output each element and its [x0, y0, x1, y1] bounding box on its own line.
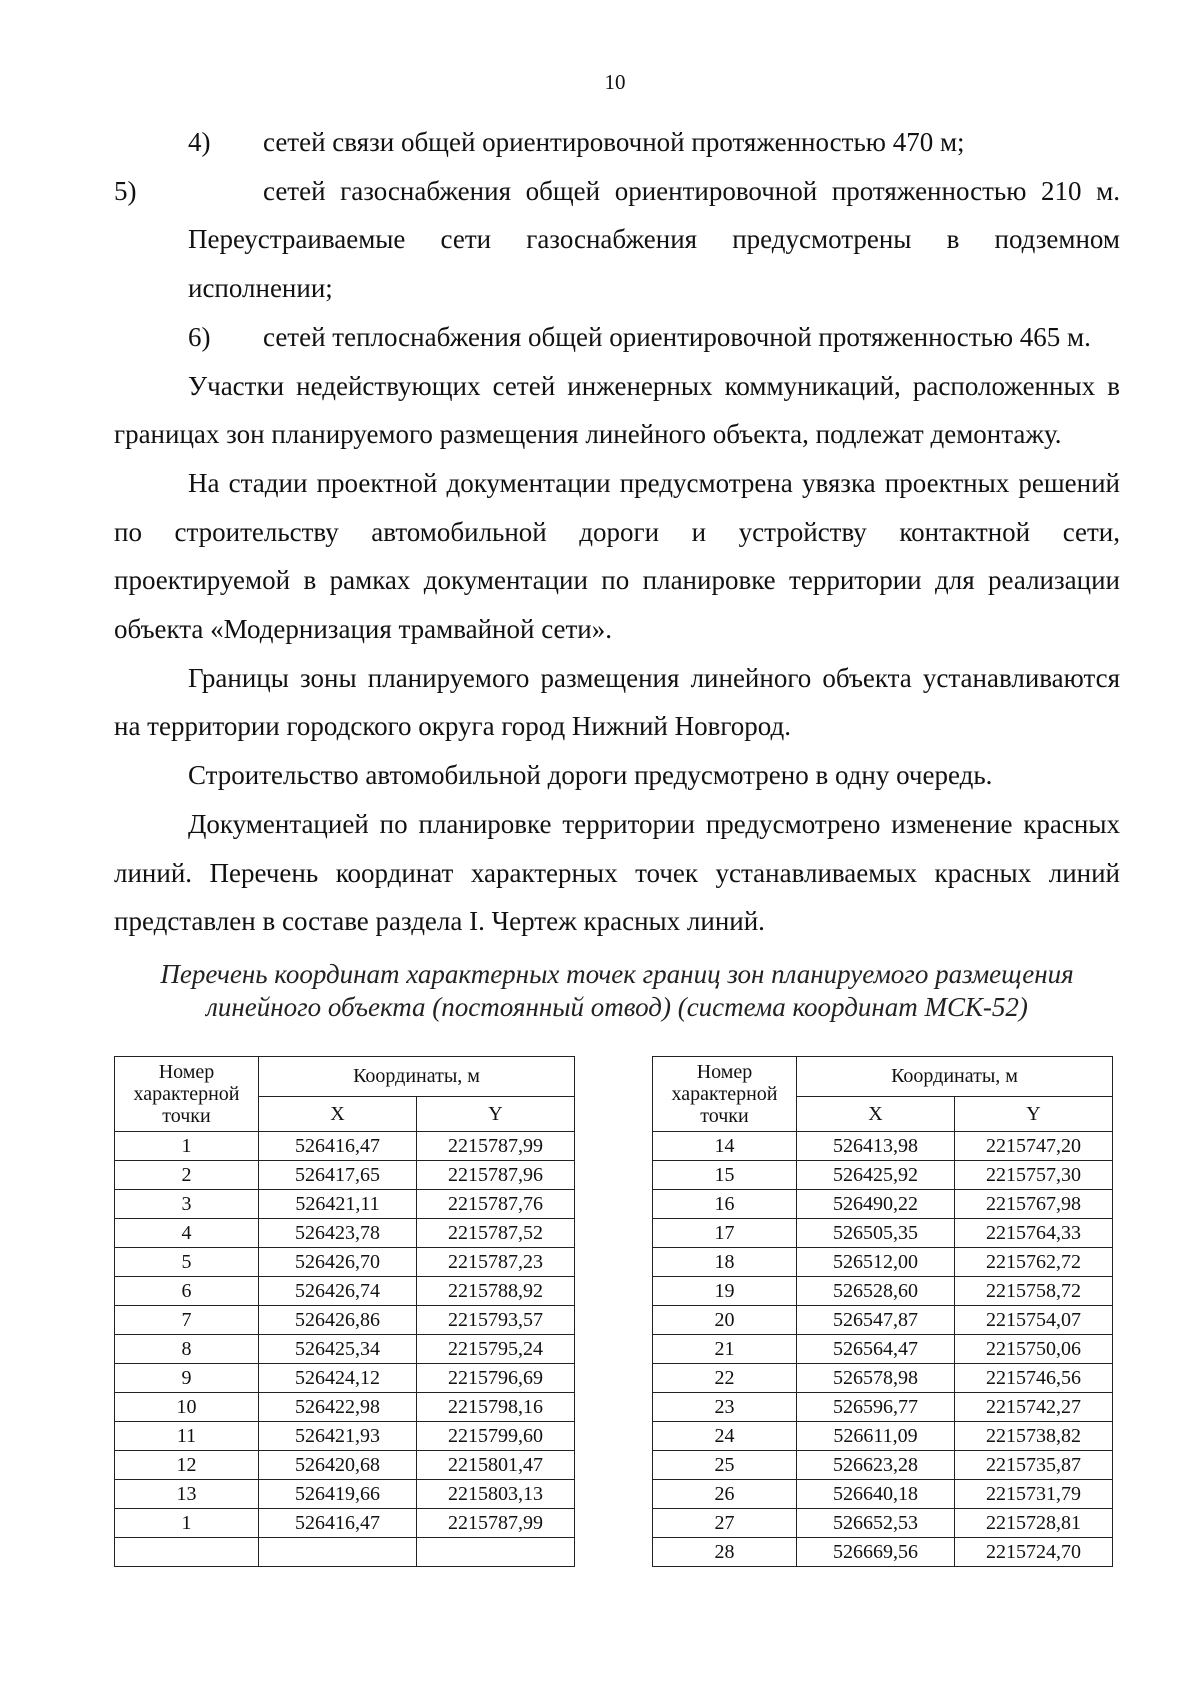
- cell-point-number: 14: [653, 1132, 797, 1161]
- cell-x: 526416,47: [259, 1132, 417, 1161]
- cell-point-number: 13: [115, 1480, 259, 1509]
- cell-y: 2215742,27: [955, 1393, 1113, 1422]
- cell-x: 526423,78: [259, 1219, 417, 1248]
- list-item-text: сетей газоснабжения общей ориентировочной протяженностью 210 м. Переустраиваемые сети газоснабжения предусмотрены в подземном исполнении;: [188, 175, 1120, 304]
- table-row: [653, 1219, 1113, 1248]
- cell-x: 526578,98: [797, 1364, 955, 1393]
- table-row: [115, 1393, 575, 1422]
- table-row: [115, 1306, 575, 1335]
- cell-x: 526422,98: [259, 1393, 417, 1422]
- table-row: [115, 1277, 575, 1306]
- cell-point-number: 1: [115, 1132, 259, 1161]
- cell-y: 2215764,33: [955, 1219, 1113, 1248]
- table-row: [115, 1509, 575, 1538]
- cell-x: 526416,47: [259, 1509, 417, 1538]
- cell-y: 2215750,06: [955, 1335, 1113, 1364]
- cell-x: 526505,35: [797, 1219, 955, 1248]
- paragraph: Границы зоны планируемого размещения линейного объекта устанавливаются на территории городского округа город Нижний Новгород.: [114, 662, 1120, 742]
- cell-y: 2215735,87: [955, 1451, 1113, 1480]
- cell-x: [259, 1538, 417, 1567]
- cell-y: 2215728,81: [955, 1509, 1113, 1538]
- cell-point-number: 10: [115, 1393, 259, 1422]
- cell-point-number: 15: [653, 1161, 797, 1190]
- cell-y: 2215796,69: [417, 1364, 575, 1393]
- cell-y: 2215787,99: [417, 1132, 575, 1161]
- cell-x: 526652,53: [797, 1509, 955, 1538]
- cell-y: 2215746,56: [955, 1364, 1113, 1393]
- cell-point-number: 7: [115, 1306, 259, 1335]
- cell-point-number: 22: [653, 1364, 797, 1393]
- cell-point-number: 23: [653, 1393, 797, 1422]
- cell-point-number: 8: [115, 1335, 259, 1364]
- header-y: Y: [417, 1096, 575, 1131]
- cell-point-number: 28: [653, 1538, 797, 1567]
- header-y: Y: [955, 1096, 1113, 1131]
- table-body: [653, 1132, 1113, 1567]
- cell-x: 526528,60: [797, 1277, 955, 1306]
- cell-point-number: 3: [115, 1190, 259, 1219]
- table-row: [653, 1277, 1113, 1306]
- cell-x: 526669,56: [797, 1538, 955, 1567]
- cell-x: 526421,11: [259, 1190, 417, 1219]
- body-text: [114, 118, 1120, 946]
- table-title-line: линейного объекта (постоянный отвод) (система координат МСК-52): [206, 992, 1028, 1022]
- cell-x: 526424,12: [259, 1364, 417, 1393]
- table-row: [115, 1538, 575, 1567]
- cell-y: 2215762,72: [955, 1248, 1113, 1277]
- cell-x: 526490,22: [797, 1190, 955, 1219]
- table-row: [115, 1248, 575, 1277]
- table-row: [653, 1451, 1113, 1480]
- table-row: [653, 1248, 1113, 1277]
- cell-x: 526564,47: [797, 1335, 955, 1364]
- table-row: [653, 1393, 1113, 1422]
- paragraph: Участки недействующих сетей инженерных коммуникаций, расположенных в границах зон планируемого размещения линейного объекта, подлежат демонтажу.: [114, 370, 1120, 450]
- table-body: [115, 1132, 575, 1567]
- table-row: [653, 1538, 1113, 1567]
- cell-point-number: 24: [653, 1422, 797, 1451]
- table-row: [115, 1364, 575, 1393]
- header-point-number: Номер характерной точки: [653, 1057, 797, 1132]
- cell-x: 526417,65: [259, 1161, 417, 1190]
- cell-y: 2215801,47: [417, 1451, 575, 1480]
- cell-x: 526623,28: [797, 1451, 955, 1480]
- cell-y: 2215803,13: [417, 1480, 575, 1509]
- table-row: [653, 1480, 1113, 1509]
- paragraph: Документацией по планировке территории предусмотрено изменение красных линий. Перечень координат характерных точек устанавливаемых красных линий представлен в составе раздела I. Чертеж красных линий.: [114, 808, 1120, 937]
- list-number: 6): [188, 321, 211, 352]
- cell-point-number: 16: [653, 1190, 797, 1219]
- cell-point-number: 25: [653, 1451, 797, 1480]
- table-row: [653, 1306, 1113, 1335]
- cell-point-number: 19: [653, 1277, 797, 1306]
- table-row: [115, 1190, 575, 1219]
- cell-y: 2215793,57: [417, 1306, 575, 1335]
- cell-x: 526425,34: [259, 1335, 417, 1364]
- cell-point-number: 21: [653, 1335, 797, 1364]
- table-row: [653, 1509, 1113, 1538]
- table-row: [653, 1190, 1113, 1219]
- paragraph: На стадии проектной документации предусмотрена увязка проектных решений по строительству автомобильной дороги и устройству контактной сети, проектируемой в рамках документации по планировке территории для реализации объекта «Модернизация трамвайной сети».: [114, 467, 1120, 645]
- cell-point-number: 17: [653, 1219, 797, 1248]
- cell-x: 526413,98: [797, 1132, 955, 1161]
- cell-point-number: 18: [653, 1248, 797, 1277]
- cell-y: 2215788,92: [417, 1277, 575, 1306]
- header-point-number: Номер характерной точки: [115, 1057, 259, 1132]
- cell-y: 2215787,76: [417, 1190, 575, 1219]
- table-title: [114, 958, 1120, 1024]
- cell-x: 526640,18: [797, 1480, 955, 1509]
- cell-point-number: 2: [115, 1161, 259, 1190]
- cell-point-number: 4: [115, 1219, 259, 1248]
- coordinates-table-right: [652, 1056, 1113, 1567]
- list-number: 5): [114, 175, 137, 206]
- cell-point-number: 20: [653, 1306, 797, 1335]
- table-row: [115, 1335, 575, 1364]
- cell-x: 526419,66: [259, 1480, 417, 1509]
- table-row: [115, 1480, 575, 1509]
- cell-x: 526426,70: [259, 1248, 417, 1277]
- list-item: [114, 313, 1120, 362]
- cell-x: 526512,00: [797, 1248, 955, 1277]
- cell-y: 2215758,72: [955, 1277, 1113, 1306]
- cell-y: 2215757,30: [955, 1161, 1113, 1190]
- cell-point-number: 26: [653, 1480, 797, 1509]
- cell-point-number: [115, 1538, 259, 1567]
- cell-point-number: 1: [115, 1509, 259, 1538]
- cell-y: 2215787,99: [417, 1509, 575, 1538]
- cell-y: 2215795,24: [417, 1335, 575, 1364]
- cell-y: [417, 1538, 575, 1567]
- header-coordinates: Координаты, м: [259, 1057, 575, 1097]
- cell-point-number: 11: [115, 1422, 259, 1451]
- table-row: [653, 1422, 1113, 1451]
- cell-y: 2215747,20: [955, 1132, 1113, 1161]
- cell-y: 2215738,82: [955, 1422, 1113, 1451]
- cell-y: 2215754,07: [955, 1306, 1113, 1335]
- cell-y: 2215798,16: [417, 1393, 575, 1422]
- cell-x: 526425,92: [797, 1161, 955, 1190]
- cell-x: 526420,68: [259, 1451, 417, 1480]
- cell-y: 2215767,98: [955, 1190, 1113, 1219]
- header-x: X: [797, 1096, 955, 1131]
- cell-x: 526547,87: [797, 1306, 955, 1335]
- header-coordinates: Координаты, м: [797, 1057, 1113, 1097]
- cell-point-number: 12: [115, 1451, 259, 1480]
- table-row: [653, 1132, 1113, 1161]
- cell-x: 526426,86: [259, 1306, 417, 1335]
- cell-x: 526611,09: [797, 1422, 955, 1451]
- header-x: X: [259, 1096, 417, 1131]
- cell-y: 2215799,60: [417, 1422, 575, 1451]
- table-row: [653, 1161, 1113, 1190]
- cell-y: 2215787,96: [417, 1161, 575, 1190]
- cell-y: 2215724,70: [955, 1538, 1113, 1567]
- table-row: [653, 1335, 1113, 1364]
- paragraph: Строительство автомобильной дороги предусмотрено в одну очередь.: [188, 760, 993, 791]
- list-item: [114, 167, 1120, 313]
- table-row: [115, 1132, 575, 1161]
- cell-x: 526421,93: [259, 1422, 417, 1451]
- table-row: [115, 1422, 575, 1451]
- list-number: 4): [188, 127, 211, 157]
- page-number: 10: [604, 70, 626, 94]
- list-item: [114, 118, 1120, 167]
- cell-point-number: 5: [115, 1248, 259, 1277]
- cell-point-number: 6: [115, 1277, 259, 1306]
- cell-point-number: 27: [653, 1509, 797, 1538]
- cell-x: 526426,74: [259, 1277, 417, 1306]
- cell-x: 526596,77: [797, 1393, 955, 1422]
- cell-y: 2215787,52: [417, 1219, 575, 1248]
- cell-y: 2215787,23: [417, 1248, 575, 1277]
- table-row: [115, 1161, 575, 1190]
- list-item-text: сетей связи общей ориентировочной протяженностью 470 м;: [263, 127, 965, 157]
- table-row: [115, 1219, 575, 1248]
- cell-y: 2215731,79: [955, 1480, 1113, 1509]
- table-title-line: Перечень координат характерных точек границ зон планируемого размещения: [160, 959, 1074, 989]
- table-row: [653, 1364, 1113, 1393]
- coordinates-table-left: [114, 1056, 575, 1567]
- list-item-text: сетей теплоснабжения общей ориентировочной протяженностью 465 м.: [263, 321, 1091, 352]
- cell-point-number: 9: [115, 1364, 259, 1393]
- table-row: [115, 1451, 575, 1480]
